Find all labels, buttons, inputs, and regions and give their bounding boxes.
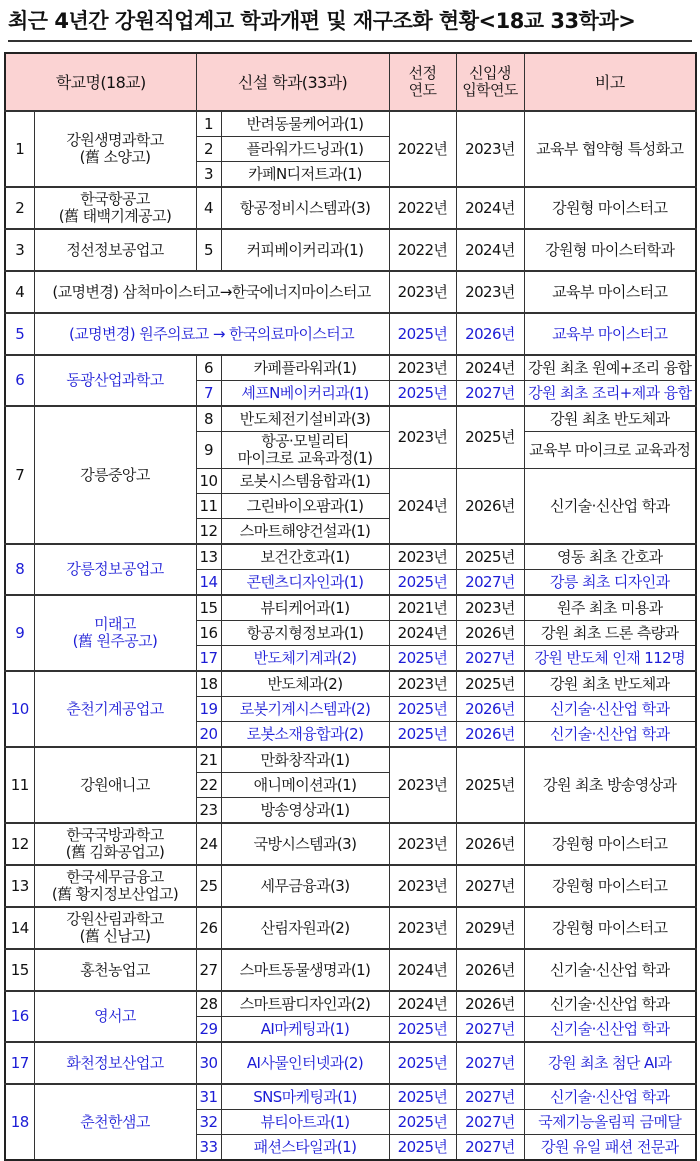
note: 신기술·신산업 학과 [524,697,696,722]
admission-year: 2027년 [456,865,524,907]
school-name [34,595,196,671]
table-row [5,949,696,991]
note: 교육부 협약형 특성화고 [524,111,696,187]
note: 강원형 마이스터고 [524,907,696,949]
selection-year: 2025년 [389,1017,456,1043]
admission-year: 2027년 [456,381,524,407]
dept-number: 13 [196,544,221,570]
school-name [34,907,196,949]
note: 신기술·신산업 학과 [524,1017,696,1043]
dept-number: 32 [196,1110,221,1135]
selection-year: 2025년 [389,313,456,355]
selection-year: 2023년 [389,823,456,865]
dept-number: 2 [196,137,221,162]
header-selection-year: 선정 연도 [389,53,456,111]
dept-number: 15 [196,595,221,621]
dept-number: 33 [196,1135,221,1161]
school-name: 동광산업과학고 [34,355,196,406]
note: 신기술·신산업 학과 [524,949,696,991]
dept-name: 로봇시스템융합과(1) [221,469,389,494]
school-rename: (교명변경) 삼척마이스터고→한국에너지마이스터고 [34,271,389,313]
table-row [5,991,696,1017]
selection-year: 2022년 [389,229,456,271]
dept-number: 1 [196,111,221,137]
dept-name: 보건간호과(1) [221,544,389,570]
table-row [5,355,696,381]
note: 강원 최초 원예+조리 융합 [524,355,696,381]
admission-year: 2027년 [456,1042,524,1084]
admission-year: 2027년 [456,570,524,596]
dept-name: 애니메이션과(1) [221,773,389,798]
school-name-line1: 미래고 [94,615,136,633]
note: 교육부 마이크로 교육과정 [524,432,696,469]
selection-year: 2025년 [389,1110,456,1135]
dept-number: 19 [196,697,221,722]
selection-year: 2021년 [389,595,456,621]
dept-name: 산림자원과(2) [221,907,389,949]
selection-year: 2025년 [389,1084,456,1110]
selection-year: 2024년 [389,991,456,1017]
note: 신기술·신산업 학과 [524,1084,696,1110]
admission-year: 2026년 [456,991,524,1017]
dept-number: 29 [196,1017,221,1043]
table-row [5,1042,696,1084]
school-name [34,111,196,187]
table-row [5,823,696,865]
dept-name: 스마트팜디자인과(2) [221,991,389,1017]
table-row [5,313,696,355]
school-name: 강릉정보공업고 [34,544,196,595]
dept-name: 그린바이오팜과(1) [221,494,389,519]
table-row [5,271,696,313]
dept-number: 9 [196,432,221,469]
table-row [5,1084,696,1110]
school-number: 11 [5,747,34,823]
selection-year: 2023년 [389,907,456,949]
dept-name: 로봇소재융합과(2) [221,722,389,748]
header-note: 비고 [524,53,696,111]
admission-year: 2027년 [456,1110,524,1135]
note: 강원형 마이스터고 [524,865,696,907]
dept-number: 27 [196,949,221,991]
school-name-line2: (舊 황지정보산업고) [51,885,179,903]
note: 강원 최초 반도체과 [524,406,696,432]
dept-name: 커피베이커리과(1) [221,229,389,271]
dept-name: AI마케팅과(1) [221,1017,389,1043]
admission-year: 2026년 [456,949,524,991]
admission-year: 2023년 [456,595,524,621]
school-name: 홍천농업고 [34,949,196,991]
dept-name: SNS마케팅과(1) [221,1084,389,1110]
header-row [5,53,696,111]
selection-year: 2023년 [389,865,456,907]
header-school: 학교명(18교) [5,53,196,111]
note: 강원 최초 방송영상과 [524,747,696,823]
admission-year: 2024년 [456,187,524,229]
dept-name: AI사물인터넷과(2) [221,1042,389,1084]
note: 신기술·신산업 학과 [524,469,696,545]
dept-name-line2: 마이크로 교육과정(1) [237,449,373,467]
selection-year: 2023년 [389,271,456,313]
dept-name: 뷰티케어과(1) [221,595,389,621]
table-row [5,544,696,570]
note: 강원 유일 패션 전문과 [524,1135,696,1161]
school-number: 17 [5,1042,34,1084]
school-number: 18 [5,1084,34,1160]
school-name-line2: (舊 신남고) [79,927,151,945]
dept-name: 반도체기계과(2) [221,646,389,672]
dept-name: 만화창작과(1) [221,747,389,773]
admission-year: 2024년 [456,355,524,381]
dept-number: 25 [196,865,221,907]
note: 교육부 마이스터고 [524,271,696,313]
selection-year: 2024년 [389,949,456,991]
table-row [5,406,696,432]
selection-year: 2023년 [389,406,456,469]
school-number: 15 [5,949,34,991]
table-row [5,229,696,271]
school-name: 화천정보산업고 [34,1042,196,1084]
admission-year: 2027년 [456,1017,524,1043]
dept-name: 항공지형정보과(1) [221,621,389,646]
school-rename: (교명변경) 원주의료고 → 한국의료마이스터고 [34,313,389,355]
selection-year: 2022년 [389,187,456,229]
school-number: 14 [5,907,34,949]
dept-name: 스마트해양건설과(1) [221,519,389,545]
school-name-line1: 강원생명과학고 [66,131,164,149]
dept-name: 뷰티아트과(1) [221,1110,389,1135]
dept-name: 패션스타일과(1) [221,1135,389,1161]
admission-year: 2026년 [456,697,524,722]
dept-name: 카페플라워과(1) [221,355,389,381]
dept-name: 항공정비시스템과(3) [221,187,389,229]
school-number: 3 [5,229,34,271]
dept-name-line1: 항공·모빌리티 [261,432,349,450]
selection-year: 2025년 [389,1135,456,1161]
dept-number: 17 [196,646,221,672]
dept-number: 4 [196,187,221,229]
admission-year: 2025년 [456,544,524,570]
school-name-line1: 한국항공고 [80,190,150,208]
admission-year: 2025년 [456,406,524,469]
school-name: 정선정보공업고 [34,229,196,271]
dept-number: 26 [196,907,221,949]
table-row [5,187,696,229]
dept-name: 플라워가드닝과(1) [221,137,389,162]
selection-year: 2024년 [389,469,456,545]
dept-number: 21 [196,747,221,773]
note: 신기술·신산업 학과 [524,991,696,1017]
selection-year: 2023년 [389,544,456,570]
school-name-line2: (舊 원주공고) [72,632,158,650]
dept-number: 28 [196,991,221,1017]
department-reorganization-table [4,52,697,1161]
dept-name [221,432,389,469]
selection-year: 2025년 [389,570,456,596]
dept-number: 30 [196,1042,221,1084]
school-number: 7 [5,406,34,544]
selection-year: 2024년 [389,621,456,646]
selection-year: 2025년 [389,646,456,672]
dept-name: 반도체과(2) [221,671,389,697]
school-number: 12 [5,823,34,865]
admission-year: 2023년 [456,271,524,313]
note: 강원형 마이스터학과 [524,229,696,271]
dept-name: 세무금융과(3) [221,865,389,907]
admission-year: 2026년 [456,621,524,646]
admission-year: 2025년 [456,671,524,697]
school-number: 9 [5,595,34,671]
dept-number: 12 [196,519,221,545]
admission-year: 2029년 [456,907,524,949]
school-number: 6 [5,355,34,406]
header-admission-year: 신입생 입학연도 [456,53,524,111]
school-number: 4 [5,271,34,313]
selection-year: 2025년 [389,722,456,748]
dept-name: 셰프N베이커리과(1) [221,381,389,407]
dept-name: 로봇기계시스템과(2) [221,697,389,722]
page-title: 최근 4년간 강원직업계고 학과개편 및 재구조화 현황<18교 33학과> [8,4,692,42]
note: 원주 최초 미용과 [524,595,696,621]
school-number: 16 [5,991,34,1042]
note: 강원 최초 반도체과 [524,671,696,697]
school-number: 1 [5,111,34,187]
selection-year: 2023년 [389,747,456,823]
dept-number: 11 [196,494,221,519]
dept-name: 반도체전기설비과(3) [221,406,389,432]
school-name-line2: (舊 김화공업고) [65,843,165,861]
dept-number: 20 [196,722,221,748]
dept-number: 22 [196,773,221,798]
school-name-line1: 한국국방과학고 [66,826,164,844]
selection-year: 2023년 [389,671,456,697]
school-name: 강릉중앙고 [34,406,196,544]
school-name [34,823,196,865]
table-row [5,865,696,907]
school-name-line2: (舊 소양고) [79,148,151,166]
header-dept: 신설 학과(33과) [196,53,389,111]
note: 강릉 최초 디자인과 [524,570,696,596]
dept-name: 국방시스템과(3) [221,823,389,865]
note: 강원형 마이스터고 [524,187,696,229]
school-name: 영서고 [34,991,196,1042]
dept-number: 31 [196,1084,221,1110]
table-row [5,907,696,949]
selection-year: 2022년 [389,111,456,187]
admission-year: 2023년 [456,111,524,187]
dept-name: 카페N디저트과(1) [221,162,389,188]
school-name: 춘천기계공업고 [34,671,196,747]
note: 강원 최초 첨단 AI과 [524,1042,696,1084]
school-number: 8 [5,544,34,595]
dept-number: 3 [196,162,221,188]
dept-number: 8 [196,406,221,432]
selection-year: 2025년 [389,697,456,722]
admission-year: 2027년 [456,646,524,672]
table-row [5,111,696,137]
note: 강원 반도체 인재 112명 [524,646,696,672]
admission-year: 2024년 [456,229,524,271]
note: 강원 최초 드론 측량과 [524,621,696,646]
school-number: 5 [5,313,34,355]
dept-number: 14 [196,570,221,596]
school-name-line1: 한국세무금융고 [66,868,164,886]
admission-year: 2026년 [456,823,524,865]
school-name-line2: (舊 태백기계공고) [58,207,172,225]
note: 영동 최초 간호과 [524,544,696,570]
dept-number: 7 [196,381,221,407]
dept-name: 콘텐츠디자인과(1) [221,570,389,596]
school-name: 강원애니고 [34,747,196,823]
dept-name: 방송영상과(1) [221,798,389,824]
school-number: 2 [5,187,34,229]
dept-name: 스마트동물생명과(1) [221,949,389,991]
table-row [5,595,696,621]
admission-year: 2026년 [456,722,524,748]
selection-year: 2025년 [389,1042,456,1084]
dept-number: 24 [196,823,221,865]
selection-year: 2023년 [389,355,456,381]
school-number: 10 [5,671,34,747]
dept-number: 16 [196,621,221,646]
dept-number: 10 [196,469,221,494]
table-body [5,111,696,1160]
dept-number: 6 [196,355,221,381]
table-row [5,671,696,697]
admission-year: 2025년 [456,747,524,823]
admission-year: 2027년 [456,1135,524,1161]
school-name [34,865,196,907]
school-name: 춘천한샘고 [34,1084,196,1160]
admission-year: 2026년 [456,469,524,545]
dept-number: 18 [196,671,221,697]
dept-name: 반려동물케어과(1) [221,111,389,137]
admission-year: 2026년 [456,313,524,355]
admission-year: 2027년 [456,1084,524,1110]
note: 신기술·신산업 학과 [524,722,696,748]
school-name [34,187,196,229]
dept-number: 23 [196,798,221,824]
note: 강원형 마이스터고 [524,823,696,865]
dept-number: 5 [196,229,221,271]
selection-year: 2025년 [389,381,456,407]
table-row [5,747,696,773]
note: 교육부 마이스터고 [524,313,696,355]
note: 국제기능올림픽 금메달 [524,1110,696,1135]
note: 강원 최초 조리+제과 융합 [524,381,696,407]
school-number: 13 [5,865,34,907]
school-name-line1: 강원산림과학고 [66,910,164,928]
